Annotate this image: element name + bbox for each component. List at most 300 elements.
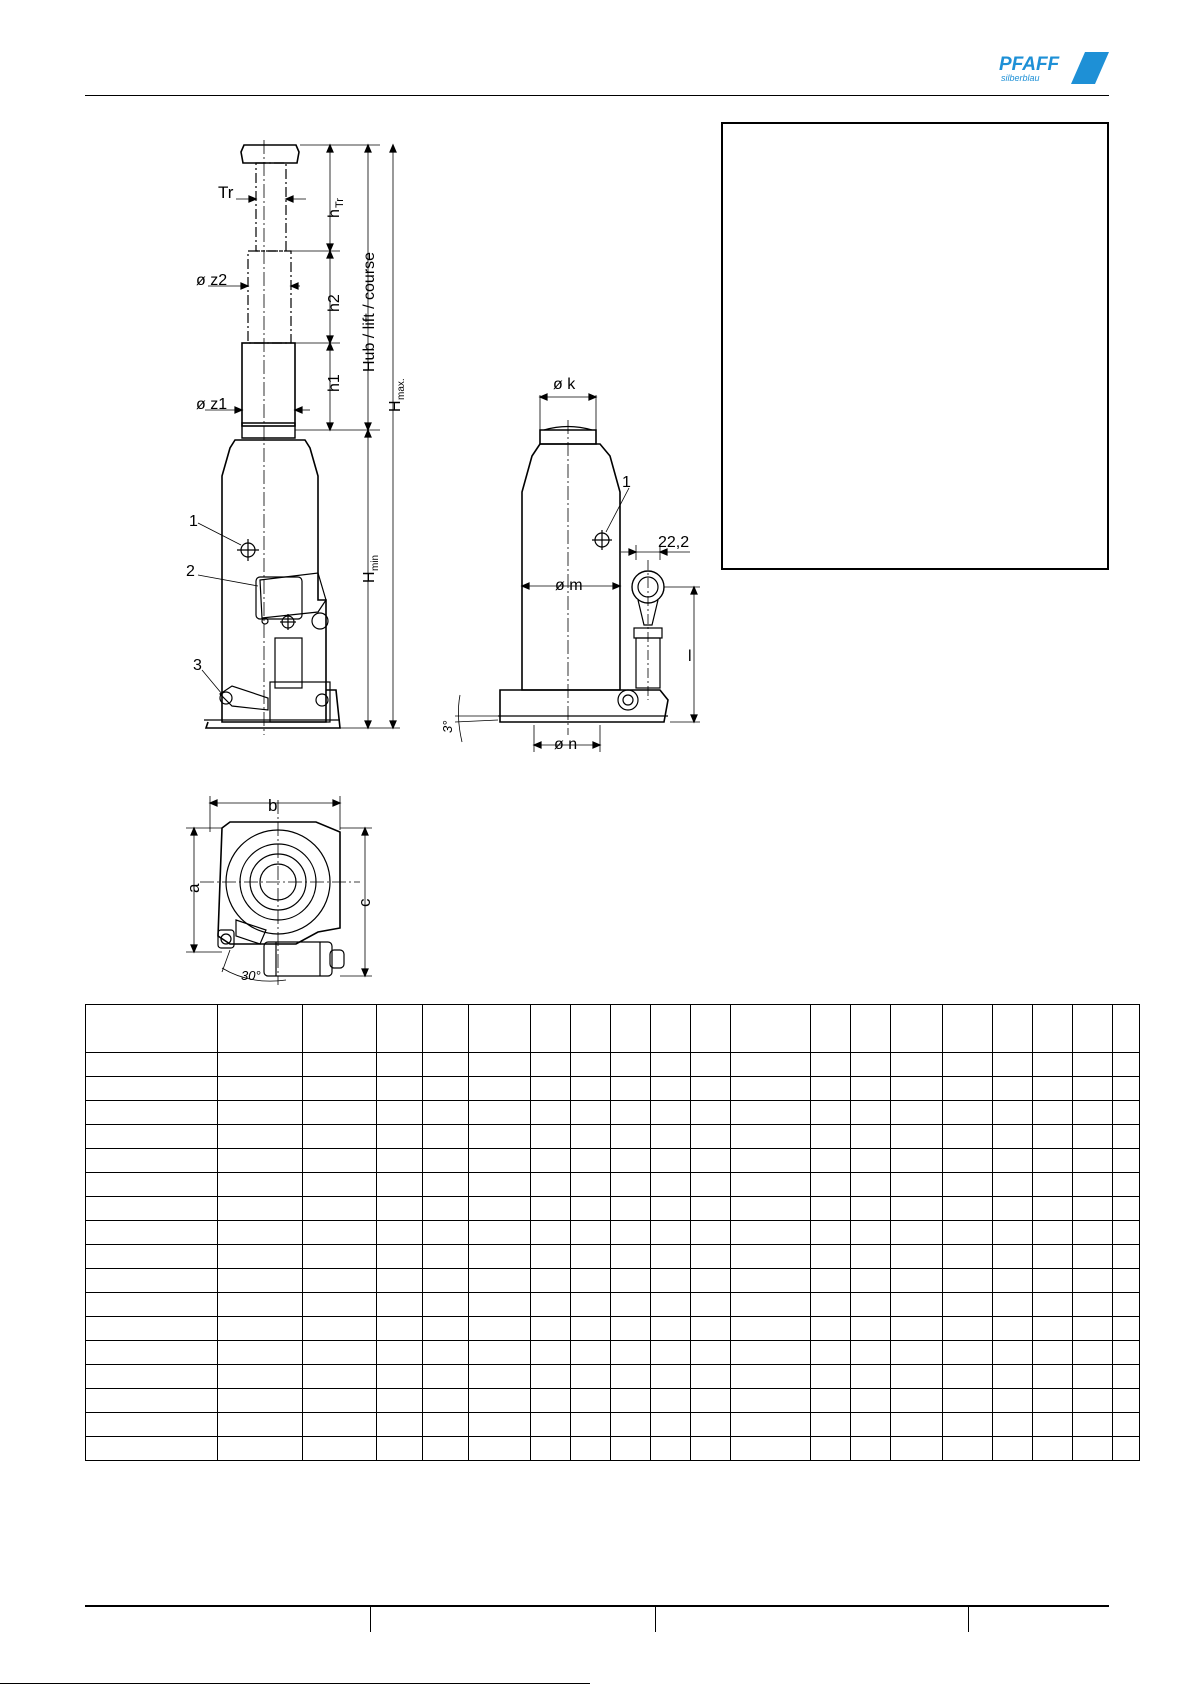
table-cell xyxy=(86,1149,218,1173)
header-cell xyxy=(531,1005,571,1053)
table-cell xyxy=(423,1341,469,1365)
table-cell xyxy=(1033,1053,1073,1077)
footer-divider-3 xyxy=(968,1607,969,1632)
table-cell xyxy=(651,1317,691,1341)
table-cell xyxy=(1033,1413,1073,1437)
table-cell xyxy=(611,1389,651,1413)
table-cell xyxy=(811,1293,851,1317)
table-cell xyxy=(731,1389,811,1413)
table-cell xyxy=(811,1221,851,1245)
table-cell xyxy=(1073,1125,1113,1149)
table-cell xyxy=(891,1269,943,1293)
header-cell xyxy=(571,1005,611,1053)
table-cell xyxy=(651,1149,691,1173)
table-cell xyxy=(86,1293,218,1317)
table-cell xyxy=(423,1245,469,1269)
table-cell xyxy=(531,1077,571,1101)
table-cell xyxy=(531,1437,571,1461)
table-cell xyxy=(303,1077,377,1101)
table-cell xyxy=(1113,1389,1140,1413)
table-cell xyxy=(993,1149,1033,1173)
table-cell xyxy=(469,1413,531,1437)
table-cell xyxy=(691,1149,731,1173)
table-cell xyxy=(377,1245,423,1269)
table-cell xyxy=(993,1101,1033,1125)
table-cell xyxy=(811,1101,851,1125)
table-cell xyxy=(1033,1245,1073,1269)
table-cell xyxy=(571,1173,611,1197)
table-row xyxy=(86,1317,1140,1341)
table-cell xyxy=(571,1197,611,1221)
table-cell xyxy=(86,1269,218,1293)
table-cell xyxy=(1113,1413,1140,1437)
label-angle-3: 3° xyxy=(440,720,455,733)
table-cell xyxy=(469,1365,531,1389)
table-cell xyxy=(303,1053,377,1077)
table-cell xyxy=(423,1149,469,1173)
table-cell xyxy=(691,1389,731,1413)
table-cell xyxy=(377,1101,423,1125)
table-row xyxy=(86,1389,1140,1413)
table-cell xyxy=(943,1101,993,1125)
table-cell xyxy=(531,1389,571,1413)
table-cell xyxy=(1113,1245,1140,1269)
table-cell xyxy=(993,1413,1033,1437)
table-cell xyxy=(531,1053,571,1077)
table-cell xyxy=(377,1077,423,1101)
table-cell xyxy=(377,1365,423,1389)
table-cell xyxy=(993,1221,1033,1245)
table-cell xyxy=(691,1173,731,1197)
callout-1-front: 1 xyxy=(622,474,631,491)
table-cell xyxy=(571,1341,611,1365)
table-cell xyxy=(1073,1197,1113,1221)
table-cell xyxy=(571,1269,611,1293)
table-cell xyxy=(1073,1293,1113,1317)
table-cell xyxy=(1033,1317,1073,1341)
table-cell xyxy=(731,1125,811,1149)
table-cell xyxy=(1113,1173,1140,1197)
label-h2: h2 xyxy=(326,294,343,312)
table-cell xyxy=(218,1293,303,1317)
table-cell xyxy=(611,1245,651,1269)
table-cell xyxy=(1073,1365,1113,1389)
label-angle-30: 30° xyxy=(241,968,261,983)
label-n: ø n xyxy=(554,736,578,753)
table-cell xyxy=(651,1101,691,1125)
label-h1: h1 xyxy=(326,374,343,392)
table-cell xyxy=(218,1437,303,1461)
table-cell xyxy=(303,1173,377,1197)
table-cell xyxy=(851,1389,891,1413)
label-hub-lift-course: Hub / lift / course xyxy=(361,251,378,372)
table-cell xyxy=(691,1245,731,1269)
table-row xyxy=(86,1365,1140,1389)
table-cell xyxy=(218,1101,303,1125)
table-cell xyxy=(691,1341,731,1365)
table-cell xyxy=(943,1269,993,1293)
table-cell xyxy=(891,1245,943,1269)
table-cell xyxy=(943,1077,993,1101)
table-cell xyxy=(851,1245,891,1269)
table-cell xyxy=(651,1245,691,1269)
table-cell xyxy=(691,1269,731,1293)
table-cell xyxy=(651,1293,691,1317)
table-cell xyxy=(851,1365,891,1389)
table-row xyxy=(86,1269,1140,1293)
header-cell xyxy=(1073,1005,1113,1053)
callout-3: 3 xyxy=(193,657,202,674)
table-cell xyxy=(691,1293,731,1317)
table-cell xyxy=(1073,1173,1113,1197)
table-cell xyxy=(86,1389,218,1413)
table-row xyxy=(86,1341,1140,1365)
table-cell xyxy=(218,1149,303,1173)
footer-divider-2 xyxy=(655,1607,656,1632)
table-cell xyxy=(611,1125,651,1149)
table-cell xyxy=(423,1173,469,1197)
table-cell xyxy=(1033,1293,1073,1317)
table-cell xyxy=(651,1341,691,1365)
table-row xyxy=(86,1197,1140,1221)
table-cell xyxy=(303,1437,377,1461)
table-cell xyxy=(611,1053,651,1077)
table-row xyxy=(86,1125,1140,1149)
table-cell xyxy=(571,1317,611,1341)
table-cell xyxy=(611,1437,651,1461)
table-cell xyxy=(423,1125,469,1149)
table-cell xyxy=(469,1077,531,1101)
table-cell xyxy=(377,1437,423,1461)
table-cell xyxy=(1033,1389,1073,1413)
table-cell xyxy=(571,1101,611,1125)
table-cell xyxy=(531,1269,571,1293)
table-cell xyxy=(811,1197,851,1221)
table-cell xyxy=(423,1389,469,1413)
table-cell xyxy=(218,1413,303,1437)
footer-rule xyxy=(85,1605,1109,1607)
table-cell xyxy=(851,1149,891,1173)
table-cell xyxy=(1113,1341,1140,1365)
logo-subtext: silberblau xyxy=(1001,73,1040,83)
table-cell xyxy=(303,1269,377,1293)
specification-table xyxy=(85,1004,1140,1461)
table-cell xyxy=(377,1413,423,1437)
table-cell xyxy=(1073,1389,1113,1413)
header-cell xyxy=(943,1005,993,1053)
table-cell xyxy=(1113,1101,1140,1125)
table-cell xyxy=(731,1173,811,1197)
table-cell xyxy=(691,1053,731,1077)
table-cell xyxy=(531,1149,571,1173)
table-cell xyxy=(851,1413,891,1437)
table-cell xyxy=(993,1245,1033,1269)
table-cell xyxy=(993,1125,1033,1149)
table-cell xyxy=(943,1125,993,1149)
table-cell xyxy=(891,1293,943,1317)
table-row xyxy=(86,1245,1140,1269)
table-cell xyxy=(891,1389,943,1413)
table-cell xyxy=(943,1341,993,1365)
table-cell xyxy=(691,1317,731,1341)
table-cell xyxy=(651,1125,691,1149)
table-cell xyxy=(469,1317,531,1341)
table-row xyxy=(86,1413,1140,1437)
table-cell xyxy=(943,1197,993,1221)
table-cell xyxy=(1073,1413,1113,1437)
header-cell xyxy=(731,1005,811,1053)
table-cell xyxy=(86,1317,218,1341)
table-cell xyxy=(851,1317,891,1341)
table-cell xyxy=(851,1197,891,1221)
table-cell xyxy=(1113,1269,1140,1293)
table-cell xyxy=(891,1197,943,1221)
table-cell xyxy=(811,1125,851,1149)
table-cell xyxy=(303,1293,377,1317)
table-cell xyxy=(86,1341,218,1365)
table-cell xyxy=(303,1317,377,1341)
table-cell xyxy=(86,1173,218,1197)
table-cell xyxy=(531,1173,571,1197)
table-cell xyxy=(1113,1197,1140,1221)
table-cell xyxy=(303,1197,377,1221)
table-cell xyxy=(423,1053,469,1077)
table-cell xyxy=(469,1341,531,1365)
header-cell xyxy=(377,1005,423,1053)
table-cell xyxy=(218,1389,303,1413)
table-row xyxy=(86,1293,1140,1317)
table-cell xyxy=(851,1293,891,1317)
table-cell xyxy=(303,1125,377,1149)
table-cell xyxy=(651,1269,691,1293)
table-cell xyxy=(303,1101,377,1125)
table-cell xyxy=(651,1197,691,1221)
header-cell xyxy=(303,1005,377,1053)
table-cell xyxy=(303,1389,377,1413)
table-cell xyxy=(943,1053,993,1077)
header-cell xyxy=(423,1005,469,1053)
table-cell xyxy=(571,1413,611,1437)
table-cell xyxy=(86,1221,218,1245)
table-cell xyxy=(218,1077,303,1101)
table-cell xyxy=(993,1293,1033,1317)
table-cell xyxy=(993,1269,1033,1293)
table-cell xyxy=(611,1293,651,1317)
table-cell xyxy=(943,1245,993,1269)
header-cell xyxy=(1033,1005,1073,1053)
label-h-min-sub: min xyxy=(370,554,381,571)
callout-2: 2 xyxy=(186,563,195,580)
table-cell xyxy=(891,1173,943,1197)
table-cell xyxy=(571,1245,611,1269)
table-header-row xyxy=(86,1005,1140,1053)
table-cell xyxy=(423,1365,469,1389)
table-cell xyxy=(943,1365,993,1389)
table-cell xyxy=(377,1173,423,1197)
header-cell xyxy=(691,1005,731,1053)
table-cell xyxy=(1113,1221,1140,1245)
table-cell xyxy=(1033,1101,1073,1125)
side-view xyxy=(186,140,407,735)
table-cell xyxy=(811,1269,851,1293)
table-cell xyxy=(531,1101,571,1125)
table-cell xyxy=(611,1365,651,1389)
table-cell xyxy=(611,1173,651,1197)
table-cell xyxy=(218,1269,303,1293)
label-h-max-sub: max. xyxy=(396,378,407,400)
table-cell xyxy=(651,1365,691,1389)
table-cell xyxy=(1113,1053,1140,1077)
table-cell xyxy=(811,1173,851,1197)
table-cell xyxy=(731,1221,811,1245)
table-cell xyxy=(1033,1197,1073,1221)
table-cell xyxy=(943,1173,993,1197)
header-cell xyxy=(891,1005,943,1053)
table-cell xyxy=(377,1221,423,1245)
table-cell xyxy=(891,1125,943,1149)
header-cell xyxy=(218,1005,303,1053)
table-cell xyxy=(218,1341,303,1365)
table-cell xyxy=(1033,1365,1073,1389)
table-cell xyxy=(993,1389,1033,1413)
table-cell xyxy=(651,1053,691,1077)
table-cell xyxy=(691,1413,731,1437)
table-cell xyxy=(218,1173,303,1197)
table-cell xyxy=(651,1173,691,1197)
table-cell xyxy=(731,1317,811,1341)
table-cell xyxy=(891,1077,943,1101)
table-cell xyxy=(469,1173,531,1197)
table-cell xyxy=(611,1269,651,1293)
table-cell xyxy=(1033,1437,1073,1461)
table-cell xyxy=(811,1389,851,1413)
table-cell xyxy=(851,1269,891,1293)
table-cell xyxy=(851,1053,891,1077)
table-cell xyxy=(218,1197,303,1221)
label-b: b xyxy=(268,796,278,815)
table-cell xyxy=(1073,1053,1113,1077)
table-cell xyxy=(731,1413,811,1437)
table-cell xyxy=(571,1437,611,1461)
table-cell xyxy=(993,1437,1033,1461)
table-cell xyxy=(1033,1269,1073,1293)
label-k: ø k xyxy=(553,376,576,393)
table-cell xyxy=(303,1413,377,1437)
table-cell xyxy=(691,1125,731,1149)
table-cell xyxy=(611,1101,651,1125)
table-cell xyxy=(1113,1365,1140,1389)
table-cell xyxy=(86,1365,218,1389)
table-cell xyxy=(1113,1317,1140,1341)
table-cell xyxy=(86,1437,218,1461)
header-cell xyxy=(811,1005,851,1053)
table-cell xyxy=(1073,1269,1113,1293)
footer-divider-1 xyxy=(370,1607,371,1632)
table-cell xyxy=(611,1221,651,1245)
table-cell xyxy=(1033,1173,1073,1197)
table-cell xyxy=(611,1077,651,1101)
header-cell xyxy=(86,1005,218,1053)
table-row xyxy=(86,1149,1140,1173)
logo-wordmark: PFAFF xyxy=(999,54,1060,75)
table-cell xyxy=(891,1221,943,1245)
table-cell xyxy=(469,1437,531,1461)
table-cell xyxy=(811,1245,851,1269)
table-cell xyxy=(1033,1077,1073,1101)
table-cell xyxy=(86,1413,218,1437)
header-cell xyxy=(611,1005,651,1053)
table-cell xyxy=(218,1053,303,1077)
table-cell xyxy=(571,1221,611,1245)
table-cell xyxy=(377,1125,423,1149)
table-cell xyxy=(651,1389,691,1413)
table-cell xyxy=(811,1341,851,1365)
table-cell xyxy=(1073,1077,1113,1101)
label-z2: ø z2 xyxy=(196,272,228,289)
table-cell xyxy=(423,1197,469,1221)
table-cell xyxy=(811,1053,851,1077)
table-cell xyxy=(303,1221,377,1245)
table-cell xyxy=(731,1437,811,1461)
table-row xyxy=(86,1437,1140,1461)
table-cell xyxy=(377,1317,423,1341)
table-cell xyxy=(943,1221,993,1245)
table-cell xyxy=(86,1197,218,1221)
table-cell xyxy=(731,1269,811,1293)
table-cell xyxy=(691,1197,731,1221)
table-cell xyxy=(86,1101,218,1125)
table-cell xyxy=(218,1125,303,1149)
table-cell xyxy=(811,1077,851,1101)
table-cell xyxy=(1113,1437,1140,1461)
table-cell xyxy=(423,1293,469,1317)
table-cell xyxy=(531,1365,571,1389)
table-cell xyxy=(469,1197,531,1221)
label-h-min: H xyxy=(361,571,378,583)
table-cell xyxy=(891,1101,943,1125)
table-cell xyxy=(531,1221,571,1245)
header-cell xyxy=(851,1005,891,1053)
table-cell xyxy=(1033,1125,1073,1149)
table-cell xyxy=(377,1389,423,1413)
header-cell xyxy=(469,1005,531,1053)
table-cell xyxy=(611,1149,651,1173)
table-cell xyxy=(851,1221,891,1245)
table-row xyxy=(86,1077,1140,1101)
table-cell xyxy=(571,1077,611,1101)
table-cell xyxy=(611,1317,651,1341)
table-cell xyxy=(1113,1293,1140,1317)
table-cell xyxy=(1113,1125,1140,1149)
table-cell xyxy=(691,1437,731,1461)
table-cell xyxy=(851,1125,891,1149)
table-cell xyxy=(651,1437,691,1461)
table-cell xyxy=(611,1197,651,1221)
top-view xyxy=(184,796,374,985)
table-cell xyxy=(851,1341,891,1365)
table-body xyxy=(86,1053,1140,1461)
table-cell xyxy=(469,1245,531,1269)
label-h-tr-sub: Tr xyxy=(334,198,346,208)
table-cell xyxy=(731,1245,811,1269)
table-cell xyxy=(377,1269,423,1293)
table-cell xyxy=(993,1053,1033,1077)
table-cell xyxy=(218,1365,303,1389)
label-tr: Tr xyxy=(218,183,234,202)
table-cell xyxy=(469,1221,531,1245)
table-cell xyxy=(891,1317,943,1341)
table-cell xyxy=(891,1365,943,1389)
